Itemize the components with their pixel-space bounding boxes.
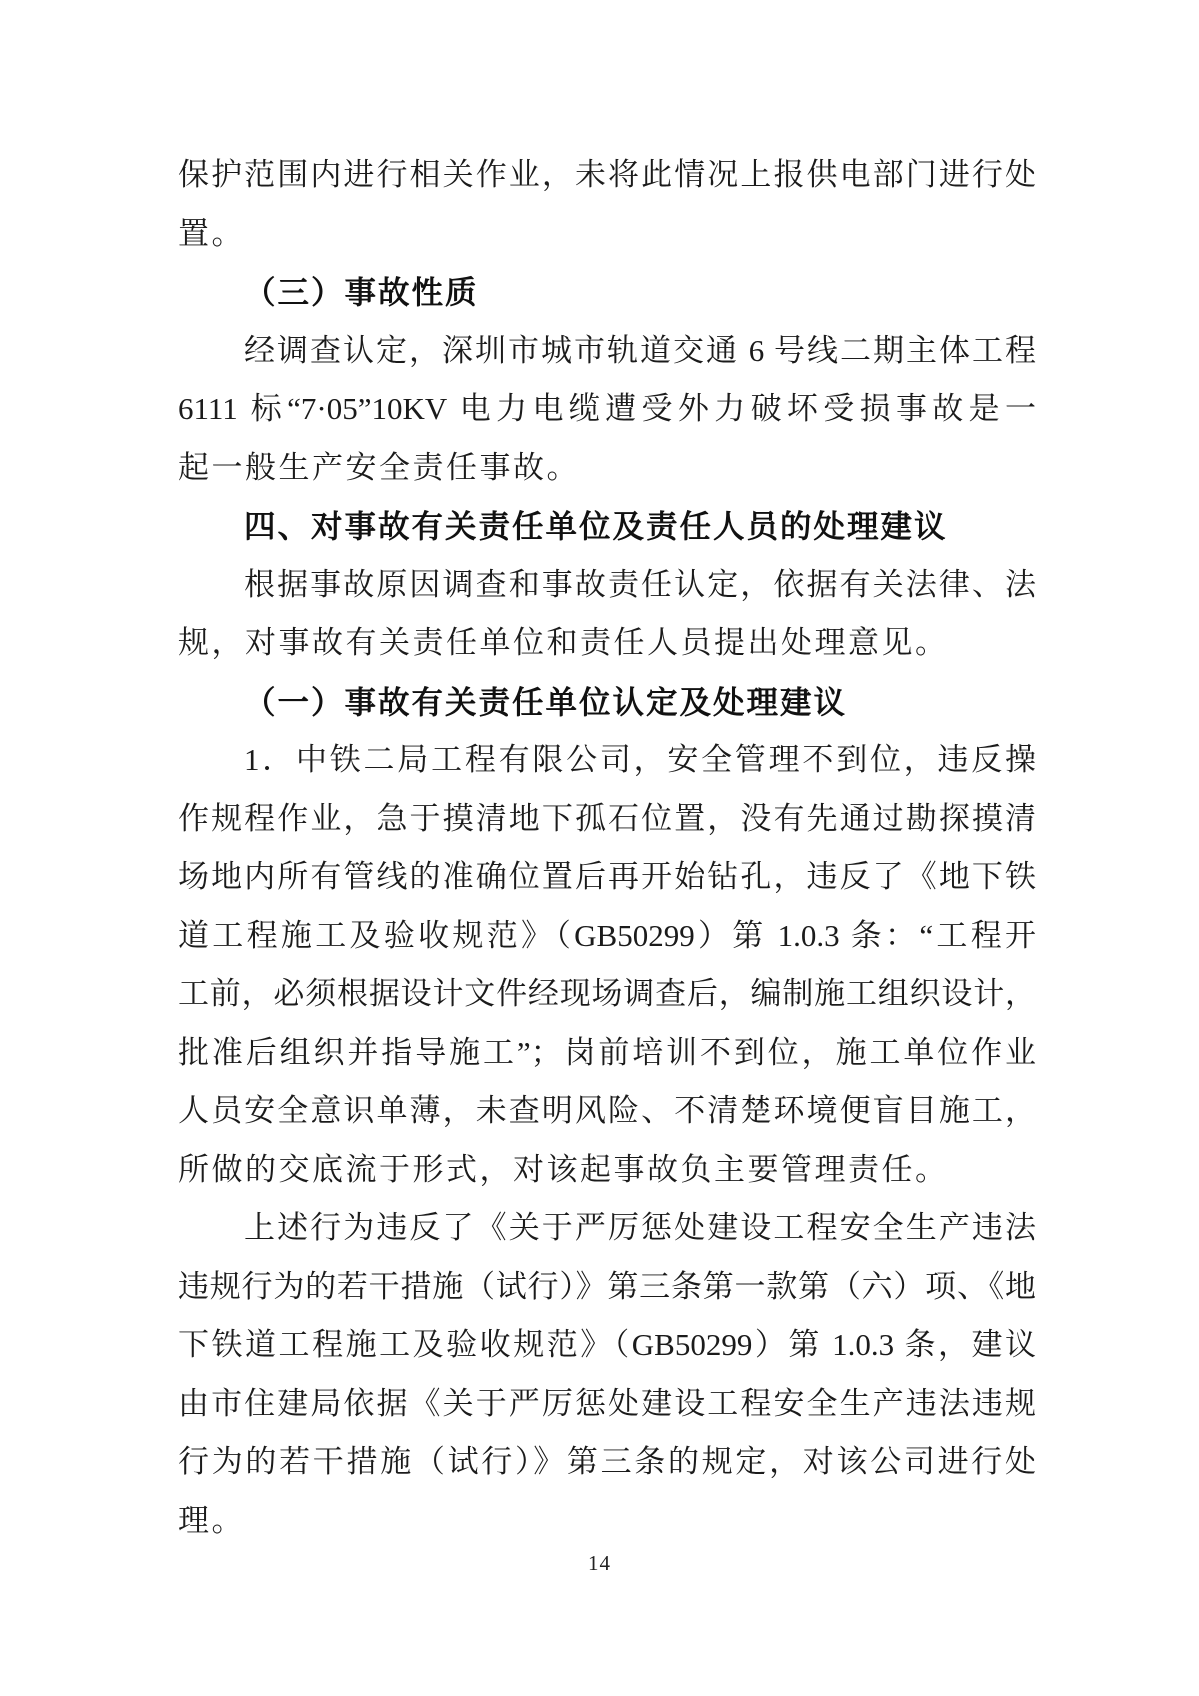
text-line: 作规程作业，急于摸清地下孤石位置，没有先通过勘探摸清 — [178, 800, 1036, 836]
text-line: 理。 — [178, 1502, 245, 1538]
text-line: 1．中铁二局工程有限公司，安全管理不到位，违反操 — [244, 742, 1036, 777]
text-line: 工前，必须根据设计文件经现场调查后，编制施工组织设计， — [178, 976, 1036, 1011]
text-line: 规，对事故有关责任单位和责任人员提出处理意见。 — [178, 625, 949, 660]
text-line: 人员安全意识单薄，未查明风险、不清楚环境便盲目施工， — [178, 1093, 1036, 1128]
text-line: 场地内所有管线的准确位置后再开始钻孔，违反了《地下铁 — [178, 859, 1036, 894]
text-line: 道工程施工及验收规范》（GB50299）第 1.0.3 条：“工程开 — [178, 917, 1036, 953]
text-line: 置。 — [178, 215, 245, 251]
text-line: 由市住建局依据《关于严厉惩处建设工程安全生产违法违规 — [178, 1385, 1036, 1421]
page-number: 14 — [588, 1551, 611, 1575]
text-line: 违规行为的若干措施（试行）》第三条第一款第（六）项、《地 — [178, 1268, 1036, 1304]
heading-line: （一）事故有关责任单位认定及处理建议 — [244, 683, 848, 720]
text-line: 6111 标“7·05”10KV 电力电缆遭受外力破坏受损事故是一 — [178, 391, 1036, 426]
text-line: 批准后组织并指导施工”；岗前培训不到位，施工单位作业 — [178, 1034, 1036, 1070]
text-line: 上述行为违反了《关于严厉惩处建设工程安全生产违法 — [244, 1210, 1036, 1245]
document-body — [178, 146, 1036, 1550]
text-line: 所做的交底流于形式，对该起事故负主要管理责任。 — [178, 1151, 949, 1187]
text-line: 起一般生产安全责任事故。 — [178, 449, 580, 485]
text-line: 保护范围内进行相关作业，未将此情况上报供电部门进行处 — [178, 157, 1036, 192]
text-line: 经调查认定，深圳市城市轨道交通 6 号线二期主体工程 — [244, 332, 1036, 368]
text-line: 下铁道工程施工及验收规范》（GB50299）第 1.0.3 条，建议 — [178, 1327, 1036, 1362]
text-line: 根据事故原因调查和事故责任认定，依据有关法律、法 — [244, 566, 1036, 602]
text-line: 行为的若干措施（试行）》第三条的规定，对该公司进行处 — [178, 1444, 1036, 1479]
heading-line: 四、对事故有关责任单位及责任人员的处理建议 — [244, 508, 948, 544]
heading-line: （三）事故性质 — [244, 274, 479, 310]
